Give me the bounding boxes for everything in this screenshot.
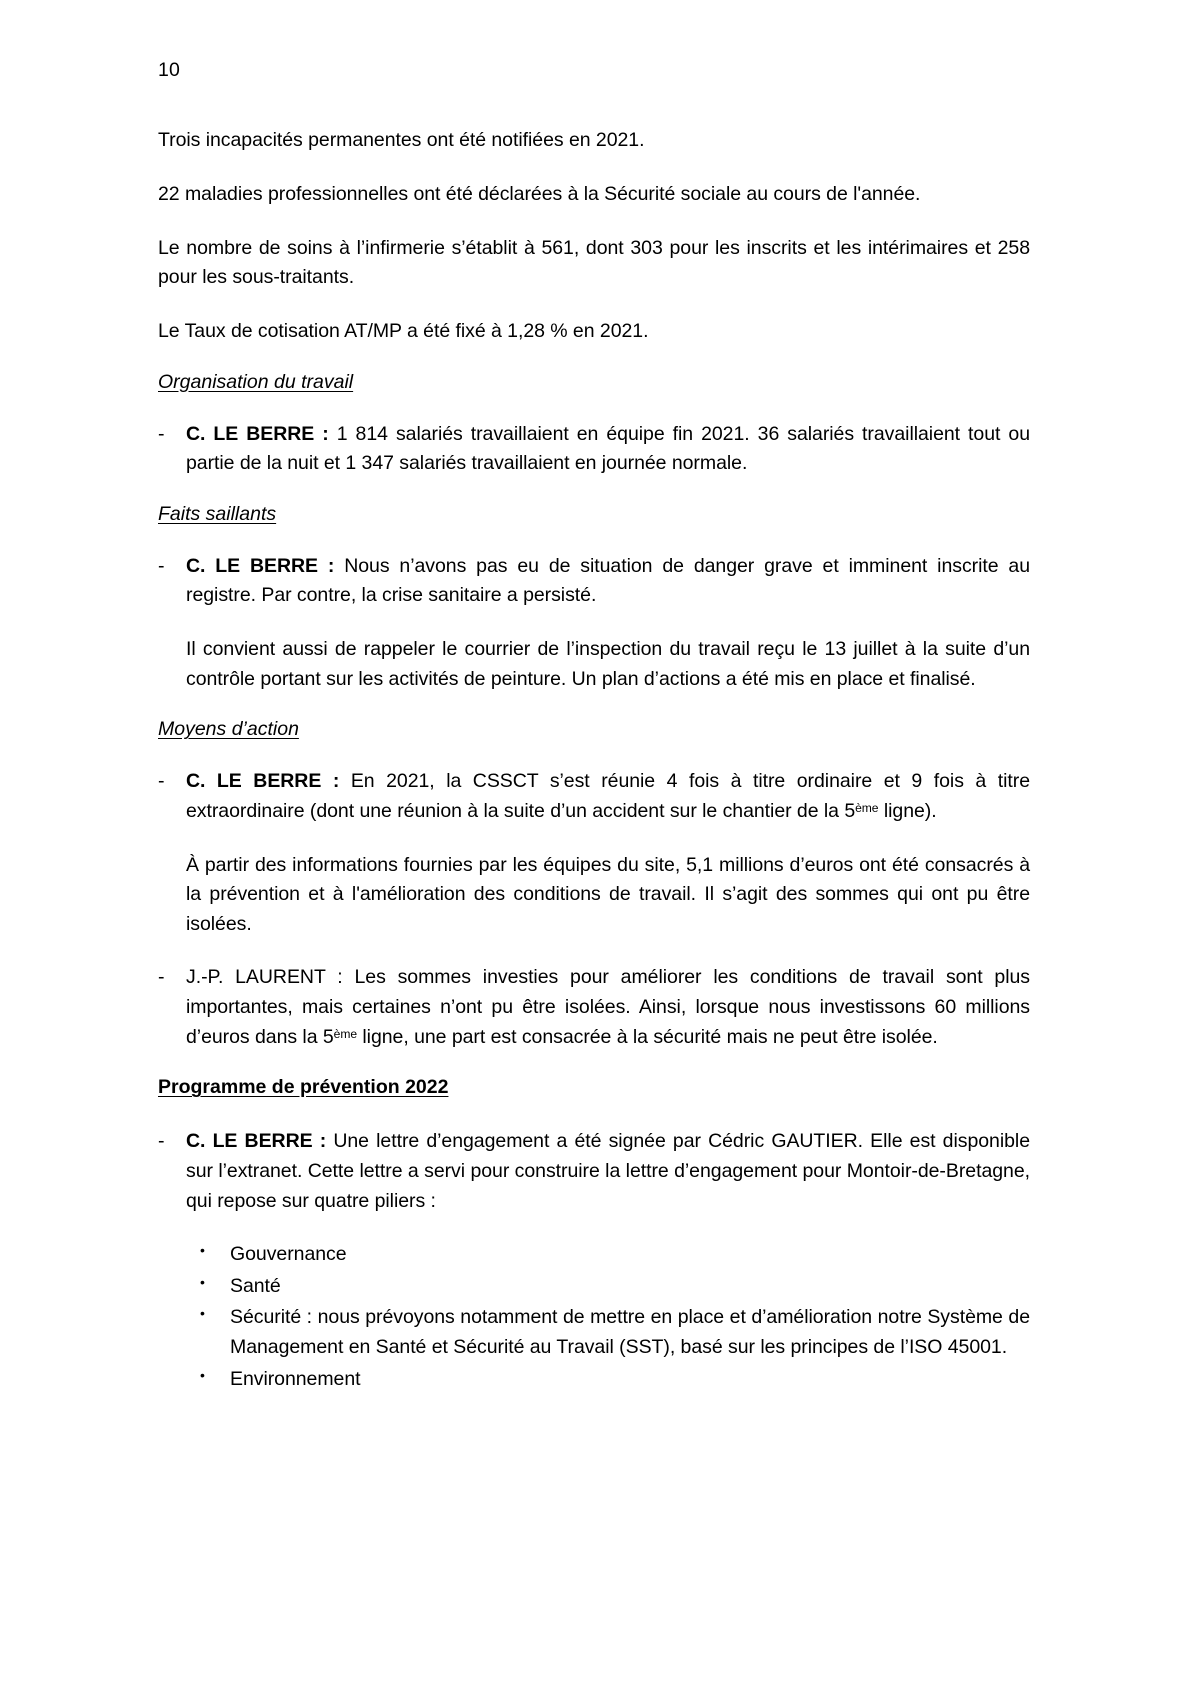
- dash-bullet-marker: -: [158, 966, 165, 989]
- subheading-moyens-daction: Moyens d’action: [158, 718, 299, 741]
- dash-item-text-before: En 2021, la CSSCT s’est réunie 4 fois à titre ordinaire et 9 fois à titre extraordinaire (dont une réunion à la suite d’un accident sur le chantier de la 5: [186, 770, 1031, 822]
- subheading-organisation-du-travail: Organisation du travail: [158, 370, 354, 393]
- speaker-name: C. LE BERRE :: [186, 422, 329, 445]
- subheading-faits-saillants: Faits saillants: [158, 502, 277, 525]
- dash-bullet-marker: -: [158, 554, 165, 577]
- dash-bullet-marker: -: [158, 770, 165, 793]
- list-item-label: Sécurité : nous prévoyons notamment de mettre en place et d’amélioration notre Système de Management en Santé et Sécurité au Travail (SST), basé sur les principes de l’ISO 45001.: [230, 1306, 1030, 1358]
- list-item-label: Santé: [230, 1274, 281, 1297]
- dash-item-faits-saillants-le-berre: [158, 552, 1030, 611]
- list-item-label: Gouvernance: [230, 1243, 347, 1266]
- dash-item-moyens-laurent: [158, 963, 1030, 1052]
- paragraph-incapacites: Trois incapacités permanentes ont été notifiées en 2021.: [158, 129, 645, 152]
- list-item: [186, 1272, 1030, 1302]
- page-content: [158, 58, 1030, 1396]
- speaker-name: C. LE BERRE :: [186, 770, 340, 793]
- dash-item-organisation-le-berre: [158, 420, 1030, 479]
- dash-item-text: Nous n’avons pas eu de situation de danger grave et imminent inscrite au registre. Par contre, la crise sanitaire a persisté.: [186, 554, 1031, 607]
- dash-item-text: 1 814 salariés travaillaient en équipe fin 2021. 36 salariés travaillaient tout ou partie de la nuit et 1 347 salariés travaillaient en journée normale.: [186, 422, 1030, 475]
- ordinal-superscript: ème: [333, 1026, 358, 1041]
- speaker-name: C. LE BERRE :: [186, 1130, 327, 1153]
- dash-item-programme-le-berre: [158, 1127, 1030, 1216]
- round-bullet-marker: •: [200, 1305, 205, 1322]
- dash-item-text-after: ligne).: [878, 799, 937, 822]
- round-bullet-marker: •: [200, 1273, 205, 1290]
- paragraph-soins-infirmerie: Le nombre de soins à l’infirmerie s’établit à 561, dont 303 pour les inscrits et les intérimaires et 258 pour les sous-traitants.: [158, 236, 1030, 289]
- list-item: [186, 1365, 1030, 1395]
- speaker-name: J.-P. LAURENT :: [186, 966, 343, 989]
- piliers-list: [158, 1240, 1030, 1394]
- paragraph-taux-cotisation: Le Taux de cotisation AT/MP a été fixé à 1,28 % en 2021.: [158, 319, 649, 342]
- dash-item-text: Une lettre d’engagement a été signée par Cédric GAUTIER. Elle est disponible sur l’extranet. Cette lettre a servi pour construire la lettre d’engagement pour Montoir-de-Bretagne, qui repose sur quatre piliers :: [186, 1130, 1030, 1212]
- speaker-name: C. LE BERRE :: [186, 554, 335, 577]
- list-item-label: Environnement: [230, 1367, 361, 1390]
- dash-item-text-after: ligne, une part est consacrée à la sécurité mais ne peut être isolée.: [357, 1025, 938, 1048]
- round-bullet-marker: •: [200, 1366, 205, 1383]
- list-item: [186, 1303, 1030, 1362]
- ordinal-superscript: ème: [855, 800, 879, 815]
- dash-item-text-before: Les sommes investies pour améliorer les conditions de travail sont plus importantes, mais certaines n’ont pu être isolées. Ainsi, lorsque nous investissons 60 millions d’euros dans la 5: [186, 966, 1030, 1048]
- dash-bullet-marker: -: [158, 1130, 165, 1153]
- paragraph-millions-euros-prevention: À partir des informations fournies par les équipes du site, 5,1 millions d’euros ont été consacrés à la prévention et à l'amélioration des conditions de travail. Il s’agit des sommes qui ont pu être isolées.: [186, 853, 1030, 935]
- round-bullet-marker: •: [200, 1242, 205, 1259]
- page-number: 10: [158, 59, 180, 81]
- paragraph-maladies-professionnelles: 22 maladies professionnelles ont été déclarées à la Sécurité sociale au cours de l'année.: [158, 183, 921, 205]
- list-item: [186, 1240, 1030, 1270]
- dash-item-moyens-le-berre: [158, 767, 1030, 826]
- section-title-programme-prevention-2022: Programme de prévention 2022: [158, 1076, 449, 1099]
- paragraph-courrier-inspection-travail: Il convient aussi de rappeler le courrier de l’inspection du travail reçu le 13 juillet à la suite d’un contrôle portant sur les activités de peinture. Un plan d’actions a été mis en place et finalisé.: [186, 638, 1030, 690]
- dash-bullet-marker: -: [158, 422, 165, 445]
